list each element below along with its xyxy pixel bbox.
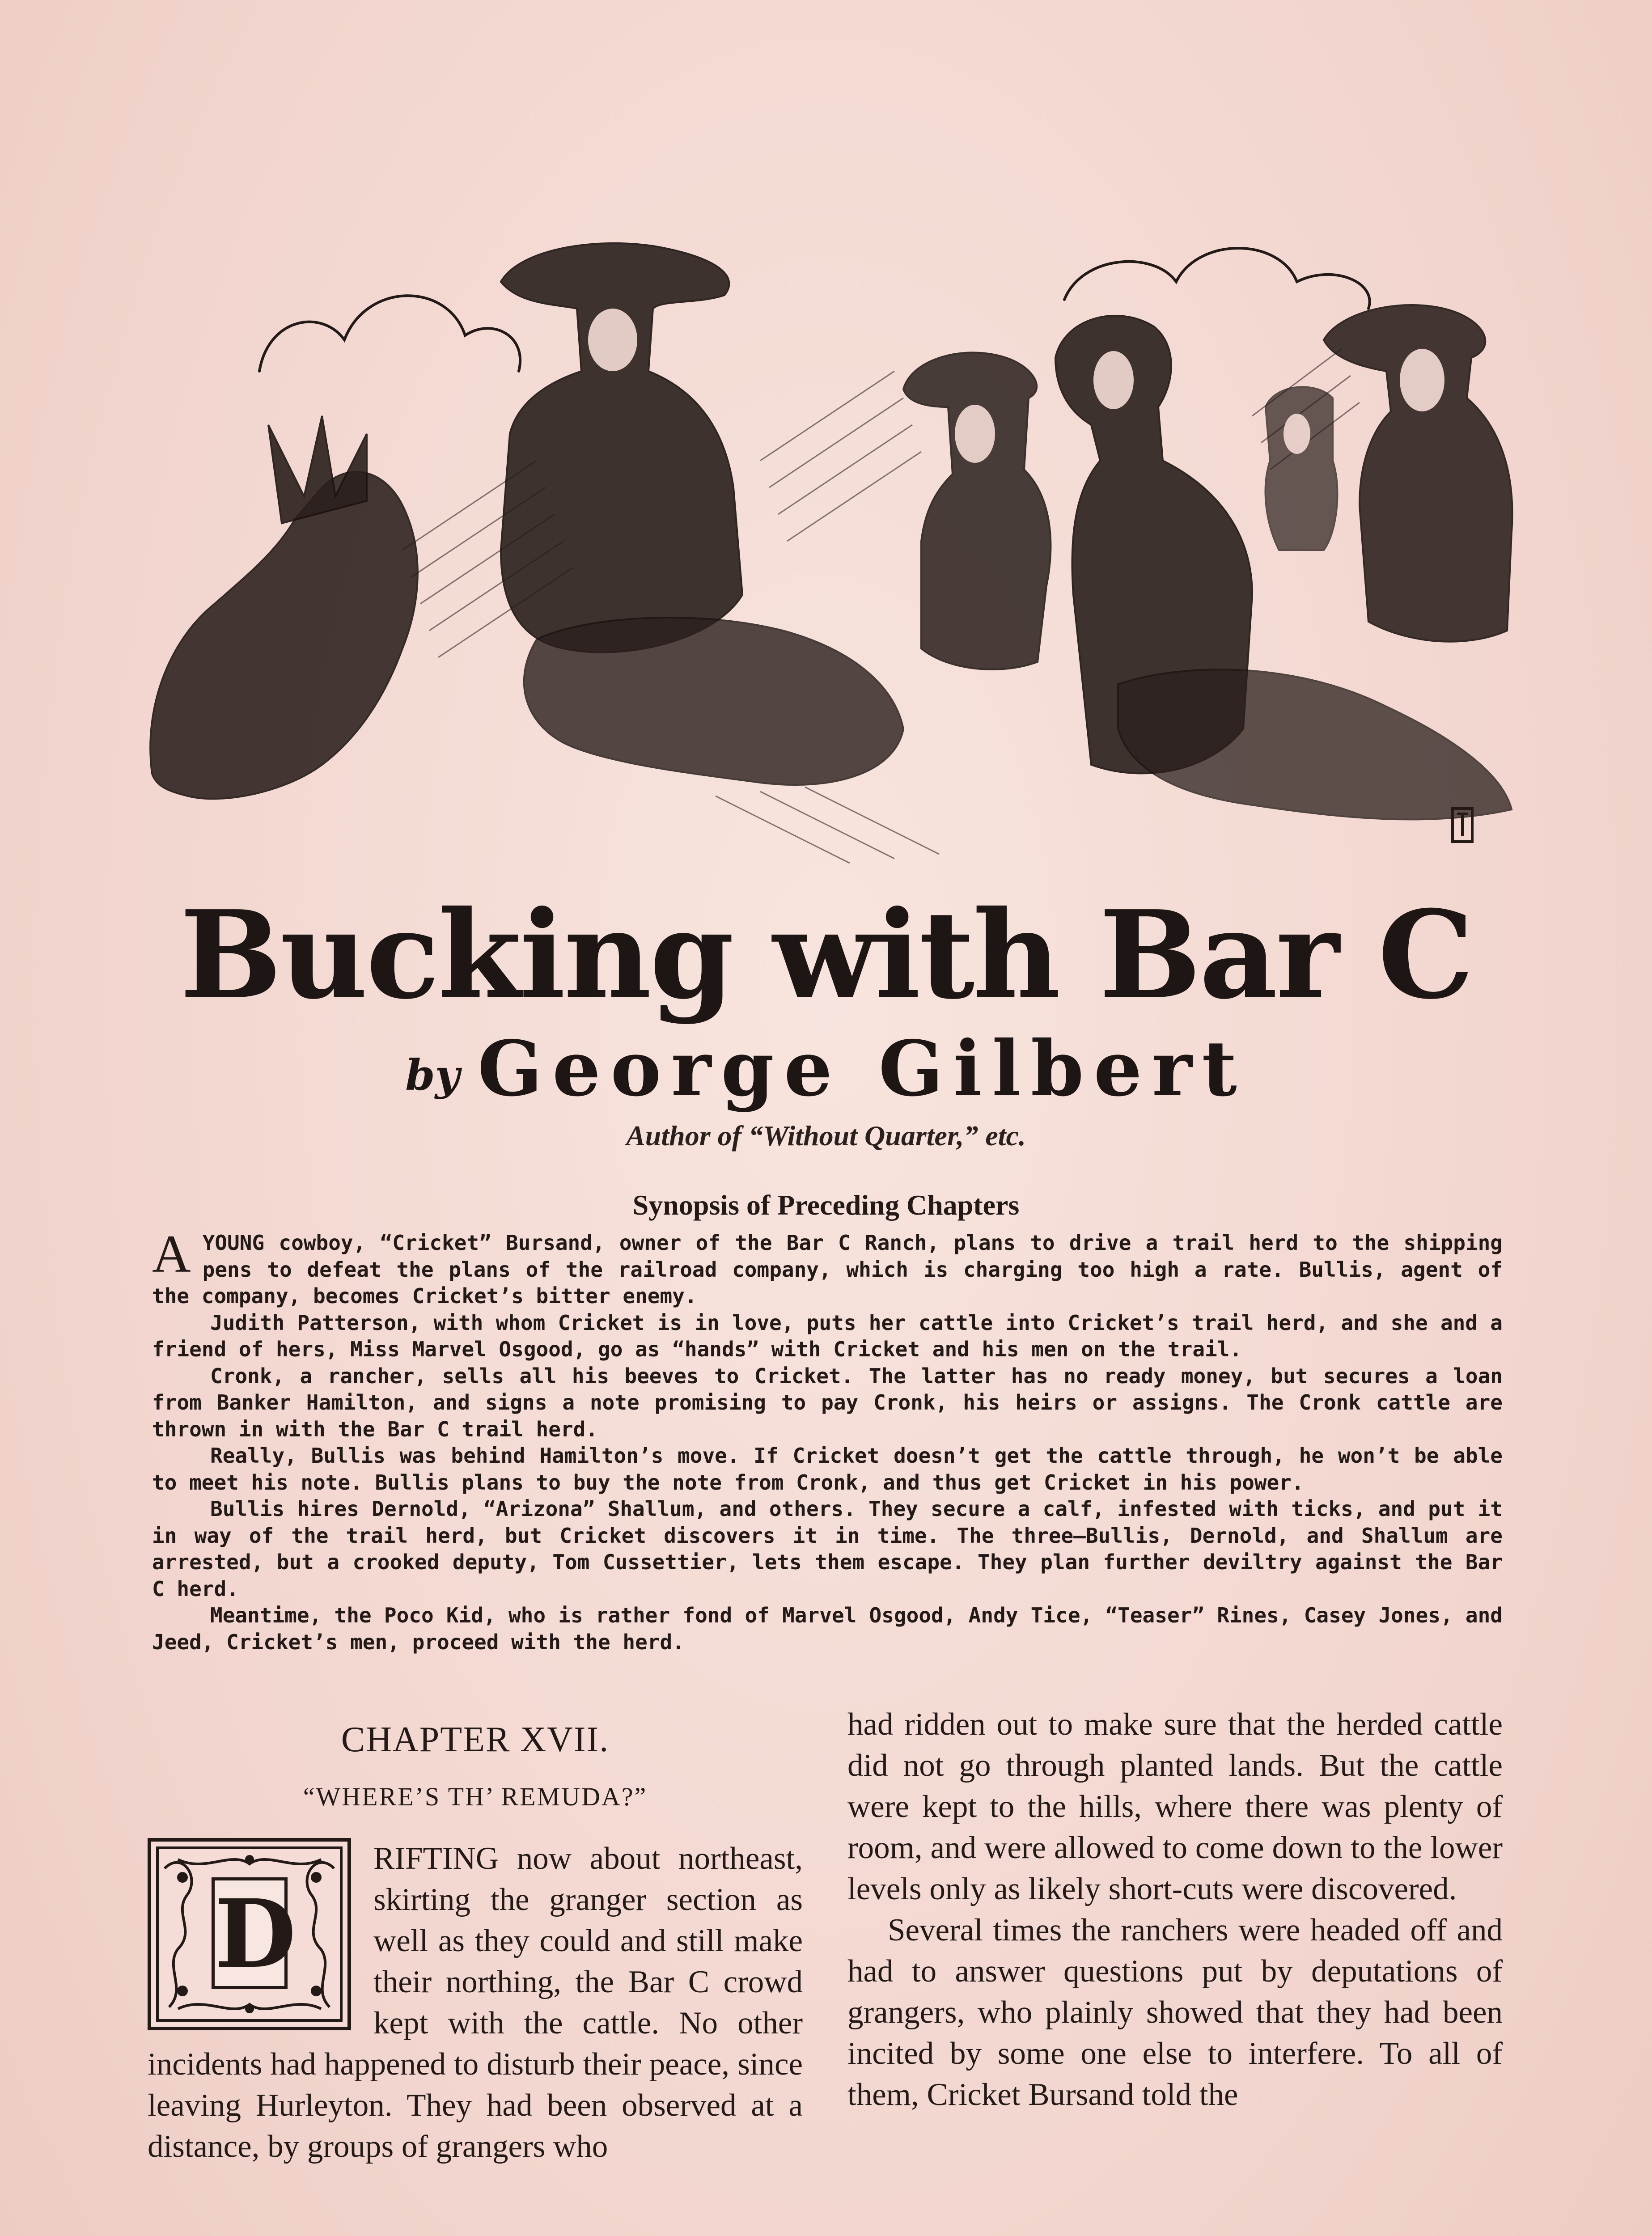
ornamental-drop-cap	[148, 1838, 351, 2030]
author-name: George Gilbert	[477, 1024, 1247, 1114]
byline-by: by	[405, 1050, 460, 1100]
synopsis-paragraph: Cronk, a rancher, sells all his beeves to Cricket. The latter has no ready money, but secures a loan from Banker Hamilton, and signs a note promising to pay Cronk, his heirs or assigns. The Cronk cattle are thrown in with the Bar C trail herd.	[152, 1364, 1503, 1441]
artist-monogram-icon	[1449, 805, 1476, 845]
synopsis-paragraph: AYOUNG cowboy, “Cricket” Bursand, owner of the Bar C Ranch, plans to drive a trail herd to the shipping pens to defeat the plans of the railroad company, which is charging too high a rate. Bullis, agent of the company, becomes Cricket’s bitter enemy.	[152, 1224, 1503, 1308]
chapter-body-right-2: Several times the ranchers were headed off and had to answer questions put by deputations of grangers, who plainly showed that they had been incited by some one else to interfere. To all of them, Cricket Bursand told the	[847, 1913, 1503, 2112]
synopsis-paragraph: Judith Patterson, with whom Cricket is in love, puts her cattle into Cricket’s trail herd, and she and a friend of hers, Miss Marvel Osgood, go as “hands” with Cricket and his men on the trail.	[152, 1310, 1503, 1361]
left-column	[148, 1704, 803, 2167]
chapter-subtitle: “WHERE’S TH’ REMUDA?”	[303, 1782, 648, 1811]
byline	[0, 1024, 1652, 1120]
synopsis-heading: Synopsis of Preceding Chapters	[632, 1189, 1020, 1221]
synopsis-paragraph: Bullis hires Dernold, “Arizona” Shallum, and others. They secure a calf, infested with ticks, and put it in way of the trail herd, but Cricket discovers it in time. The three—Bullis, Dernold, and Shallum are arrested, but a crooked deputy, Tom Cussettier, lets them escape. They plan further deviltry against the Bar C herd.	[152, 1497, 1503, 1601]
chapter-body-right: had ridden out to make sure that the herded cattle did not go through planted lands. But the cattle were kept to the hills, where there was plenty of room, and were allowed to come down to the lower levels only as likely short-cuts were discovered.	[847, 1707, 1503, 1906]
author-credits: Author of “Without Quarter,” etc.	[626, 1120, 1026, 1152]
chapter-body-left: D RIFTING now about northeast, skirting the granger section as well as they could and still make their northing, the Bar C crowd kept with the cattle. No other incidents had happened to disturb their peace, since leaving Hurleyton. They had been observed at a distance, by groups of grangers who	[148, 1838, 803, 2167]
synopsis-initial: A	[152, 1224, 191, 1283]
synopsis	[152, 1224, 1503, 1656]
riders-illustration	[134, 148, 1521, 885]
drop-cap-letter: D	[212, 1877, 288, 1989]
synopsis-paragraph: Meantime, the Poco Kid, who is rather fond of Marvel Osgood, Andy Tice, “Teaser” Rines, Casey Jones, and Jeed, Cricket’s men, proceed with the herd.	[152, 1603, 1503, 1654]
chapter-title: CHAPTER XVII.	[341, 1720, 610, 1759]
right-column	[847, 1704, 1503, 2115]
story-title: Bucking with Bar C	[180, 884, 1472, 1026]
synopsis-paragraph: Really, Bullis was behind Hamilton’s move. If Cricket doesn’t get the cattle through, he won’t be able to meet his note. Bullis plans to buy the note from Cronk, and thus get Cricket in his power.	[152, 1444, 1503, 1495]
